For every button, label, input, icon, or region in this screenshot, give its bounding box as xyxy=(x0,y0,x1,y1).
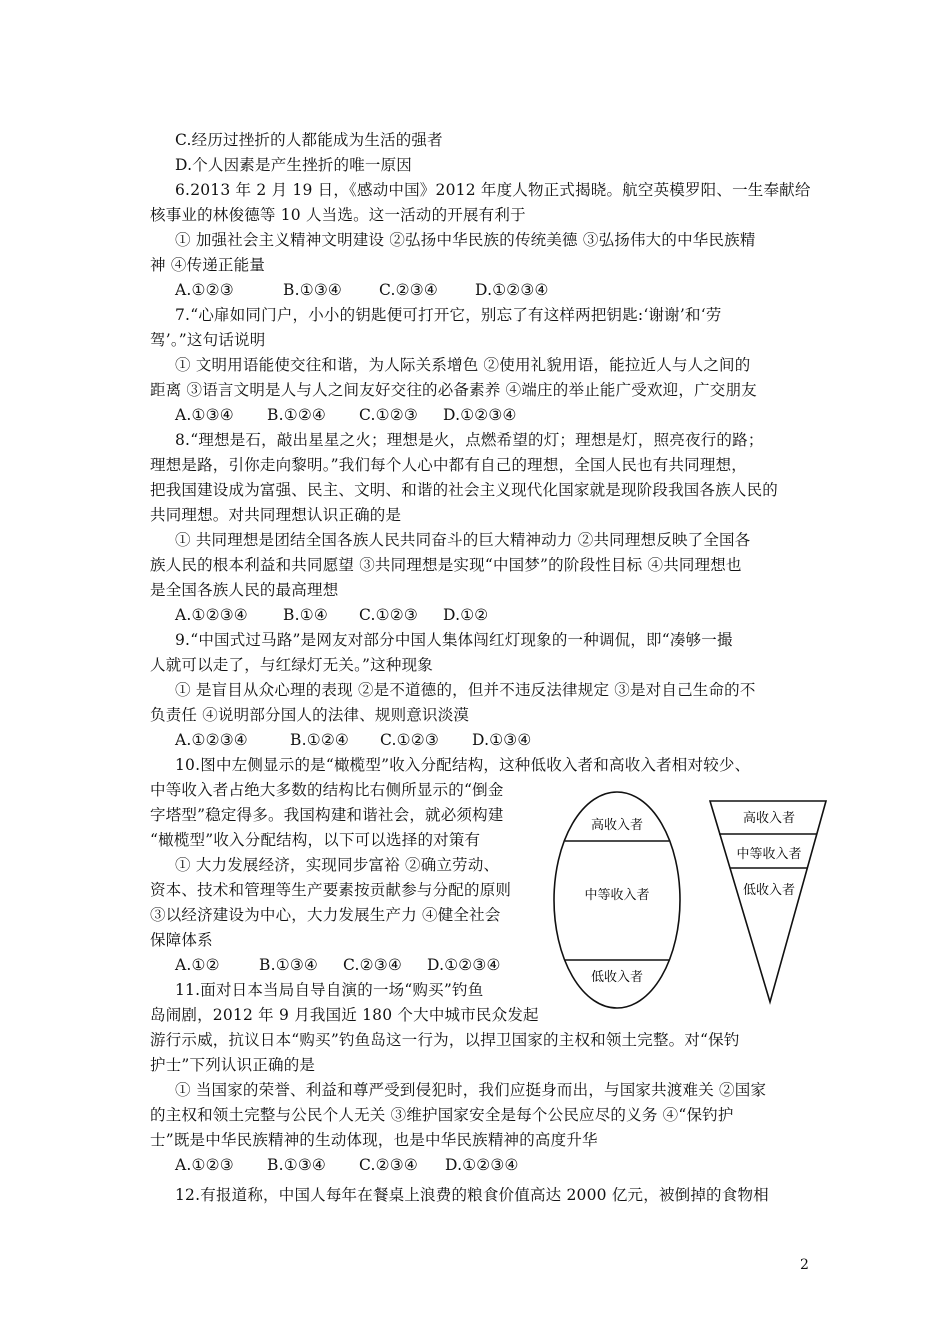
q11-statements-line2: 的主权和领土完整与公民个人无关 ③维护国家安全是每个公民应尽的义务 ④“保钓护 xyxy=(150,1106,734,1124)
q6-option-b: B.①③④ xyxy=(283,281,343,299)
q10-stem-line4: “橄榄型”收入分配结构，以下可以选择的对策有 xyxy=(150,831,481,849)
q6-stem-line1: 6.2013 年 2 月 19 日，《感动中国》2012 年度人物正式揭晓。航空英模罗阳、一生奉献给 xyxy=(175,181,811,199)
q7-options xyxy=(175,403,517,427)
q8-statements-line3: 是全国各族人民的最高理想 xyxy=(150,581,339,599)
q11-stem-line3: 游行示威，抗议日本“购买”钓鱼岛这一行为，以捍卫国家的主权和领土完整。对“保钓 xyxy=(150,1031,740,1049)
q10-stem-line1: 10.图中左侧显示的是“橄榄型”收入分配结构，这种低收入者和高收入者相对较少、 xyxy=(175,756,751,774)
q8-statements-line2: 族人民的根本利益和共同愿望 ③共同理想是实现“中国梦”的阶段性目标 ④共同理想也 xyxy=(150,556,742,574)
q6-statements-line2: 神 ④传递正能量 xyxy=(150,256,266,274)
q11-statements-line3: 士”既是中华民族精神的生动体现，也是中华民族精神的高度升华 xyxy=(150,1131,598,1149)
olive-label-middle: 中等收入者 xyxy=(584,888,650,903)
q11-option-d: D.①②③④ xyxy=(445,1156,519,1174)
q9-stem-line2: 人就可以走了，与红绿灯无关。”这种现象 xyxy=(150,656,433,674)
q11-statements-line1: ① 当国家的荣誉、利益和尊严受到侵犯时，我们应挺身而出，与国家共渡难关 ②国家 xyxy=(175,1081,767,1099)
q7-option-c: C.①②③ xyxy=(359,406,418,424)
q11-option-b: B.①③④ xyxy=(267,1156,327,1174)
olive-label-low: 低收入者 xyxy=(590,970,644,985)
q7-option-b: B.①②④ xyxy=(267,406,327,424)
q11-options xyxy=(175,1153,519,1177)
q8-statements-line1: ① 共同理想是团结全国各族人民共同奋斗的巨大精神动力 ②共同理想反映了全国各 xyxy=(175,531,751,549)
q12-stem-line1: 12.有报道称，中国人每年在餐桌上浪费的粮食价值高达 2000 亿元，被倒掉的食物相 xyxy=(175,1186,769,1204)
q8-option-b: B.①④ xyxy=(283,606,328,624)
q6-statements-line1: ① 加强社会主义精神文明建设 ②弘扬中华民族的传统美德 ③弘扬伟大的中华民族精 xyxy=(175,231,756,249)
pyramid-label-high: 高收入者 xyxy=(742,811,796,826)
q8-stem-line1: 8.“理想是石，敲出星星之火；理想是火，点燃希望的灯；理想是灯，照亮夜行的路； xyxy=(175,431,764,449)
q9-option-a: A.①②③④ xyxy=(175,731,248,749)
q11-option-a: A.①②③ xyxy=(175,1156,234,1174)
income-structure-figure xyxy=(550,788,840,1013)
q9-option-d: D.①③④ xyxy=(472,731,532,749)
q8-options xyxy=(175,603,488,627)
q9-statements-line1: ① 是盲目从众心理的表现 ②是不道德的，但并不违反法律规定 ③是对自己生命的不 xyxy=(175,681,756,699)
q9-option-c: C.①②③ xyxy=(380,731,439,749)
q7-stem-line1: 7.“心扉如同门户，小小的钥匙便可打开它，别忘了有这样两把钥匙:‘谢谢’和‘劳 xyxy=(175,306,722,324)
pyramid-triangle xyxy=(710,801,826,1002)
q9-statements-line2: 负责任 ④说明部分国人的法律、规则意识淡漠 xyxy=(150,706,470,724)
olive-diagram xyxy=(554,792,680,1008)
q8-option-a: A.①②③④ xyxy=(175,606,248,624)
q10-options xyxy=(175,953,501,977)
olive-label-high: 高收入者 xyxy=(590,818,644,833)
q7-option-a: A.①③④ xyxy=(175,406,234,424)
q7-statements-line1: ① 文明用语能使交往和谐，为人际关系增色 ②使用礼貌用语，能拉近人与人之间的 xyxy=(175,356,751,374)
pyramid-label-middle: 中等收入者 xyxy=(736,847,802,862)
q10-option-a: A.①② xyxy=(175,956,220,974)
q11-stem-line1: 11.面对日本当局自导自演的一场“购买”钓鱼 xyxy=(175,981,484,999)
q5-option-c: C.经历过挫折的人都能成为生活的强者 xyxy=(175,131,443,149)
q7-option-d: D.①②③④ xyxy=(443,406,517,424)
q7-stem-line2: 驾’。”这句话说明 xyxy=(150,331,266,349)
q10-option-b: B.①③④ xyxy=(259,956,319,974)
q10-statements-line1: ① 大力发展经济，实现同步富裕 ②确立劳动、 xyxy=(175,856,500,874)
q8-stem-line3: 把我国建设成为富强、民主、文明、和谐的社会主义现代化国家就是现阶段我国各族人民的 xyxy=(150,481,779,499)
q9-options xyxy=(175,728,532,752)
q8-stem-line4: 共同理想。对共同理想认识正确的是 xyxy=(150,506,402,524)
q10-option-c: C.②③④ xyxy=(343,956,402,974)
q10-option-d: D.①②③④ xyxy=(427,956,501,974)
q10-stem-line2: 中等收入者占绝大多数的结构比右侧所显示的“倒金 xyxy=(150,781,504,799)
q11-stem-line4: 护士”下列认识正确的是 xyxy=(150,1056,316,1074)
q5-option-d: D.个人因素是产生挫折的唯一原因 xyxy=(175,156,413,174)
q8-option-c: C.①②③ xyxy=(359,606,418,624)
q6-option-c: C.②③④ xyxy=(379,281,438,299)
q10-statements-line4: 保障体系 xyxy=(150,931,213,949)
q11-stem-line2: 岛闹剧，2012 年 9 月我国近 180 个大中城市民众发起 xyxy=(150,1006,539,1024)
q6-stem-line2: 核事业的林俊德等 10 人当选。这一活动的开展有利于 xyxy=(150,206,526,224)
inverted-pyramid-diagram xyxy=(710,801,826,1002)
q11-option-c: C.②③④ xyxy=(359,1156,418,1174)
q9-option-b: B.①②④ xyxy=(290,731,350,749)
q10-stem-line3: 字塔型”稳定得多。我国构建和谐社会，就必须构建 xyxy=(150,806,504,824)
q7-statements-line2: 距离 ③语言文明是人与人之间友好交往的必备素养 ④端庄的举止能广受欢迎，广交朋友 xyxy=(150,381,757,399)
q10-statements-line2: 资本、技术和管理等生产要素按贡献参与分配的原则 xyxy=(150,881,512,899)
pyramid-label-low: 低收入者 xyxy=(742,883,796,898)
q8-option-d: D.①② xyxy=(443,606,489,624)
q6-options xyxy=(175,278,549,302)
q10-statements-line3: ③以经济建设为中心，大力发展生产力 ④健全社会 xyxy=(150,906,501,924)
q6-option-a: A.①②③ xyxy=(175,281,234,299)
q8-stem-line2: 理想是路，引你走向黎明。”我们每个人心中都有自己的理想，全国人民也有共同理想， xyxy=(150,456,747,474)
q9-stem-line1: 9.“中国式过马路”是网友对部分中国人集体闯红灯现象的一种调侃，即“凑够一撮 xyxy=(175,631,733,649)
page-number: 2 xyxy=(800,1257,809,1273)
q6-option-d: D.①②③④ xyxy=(475,281,549,299)
